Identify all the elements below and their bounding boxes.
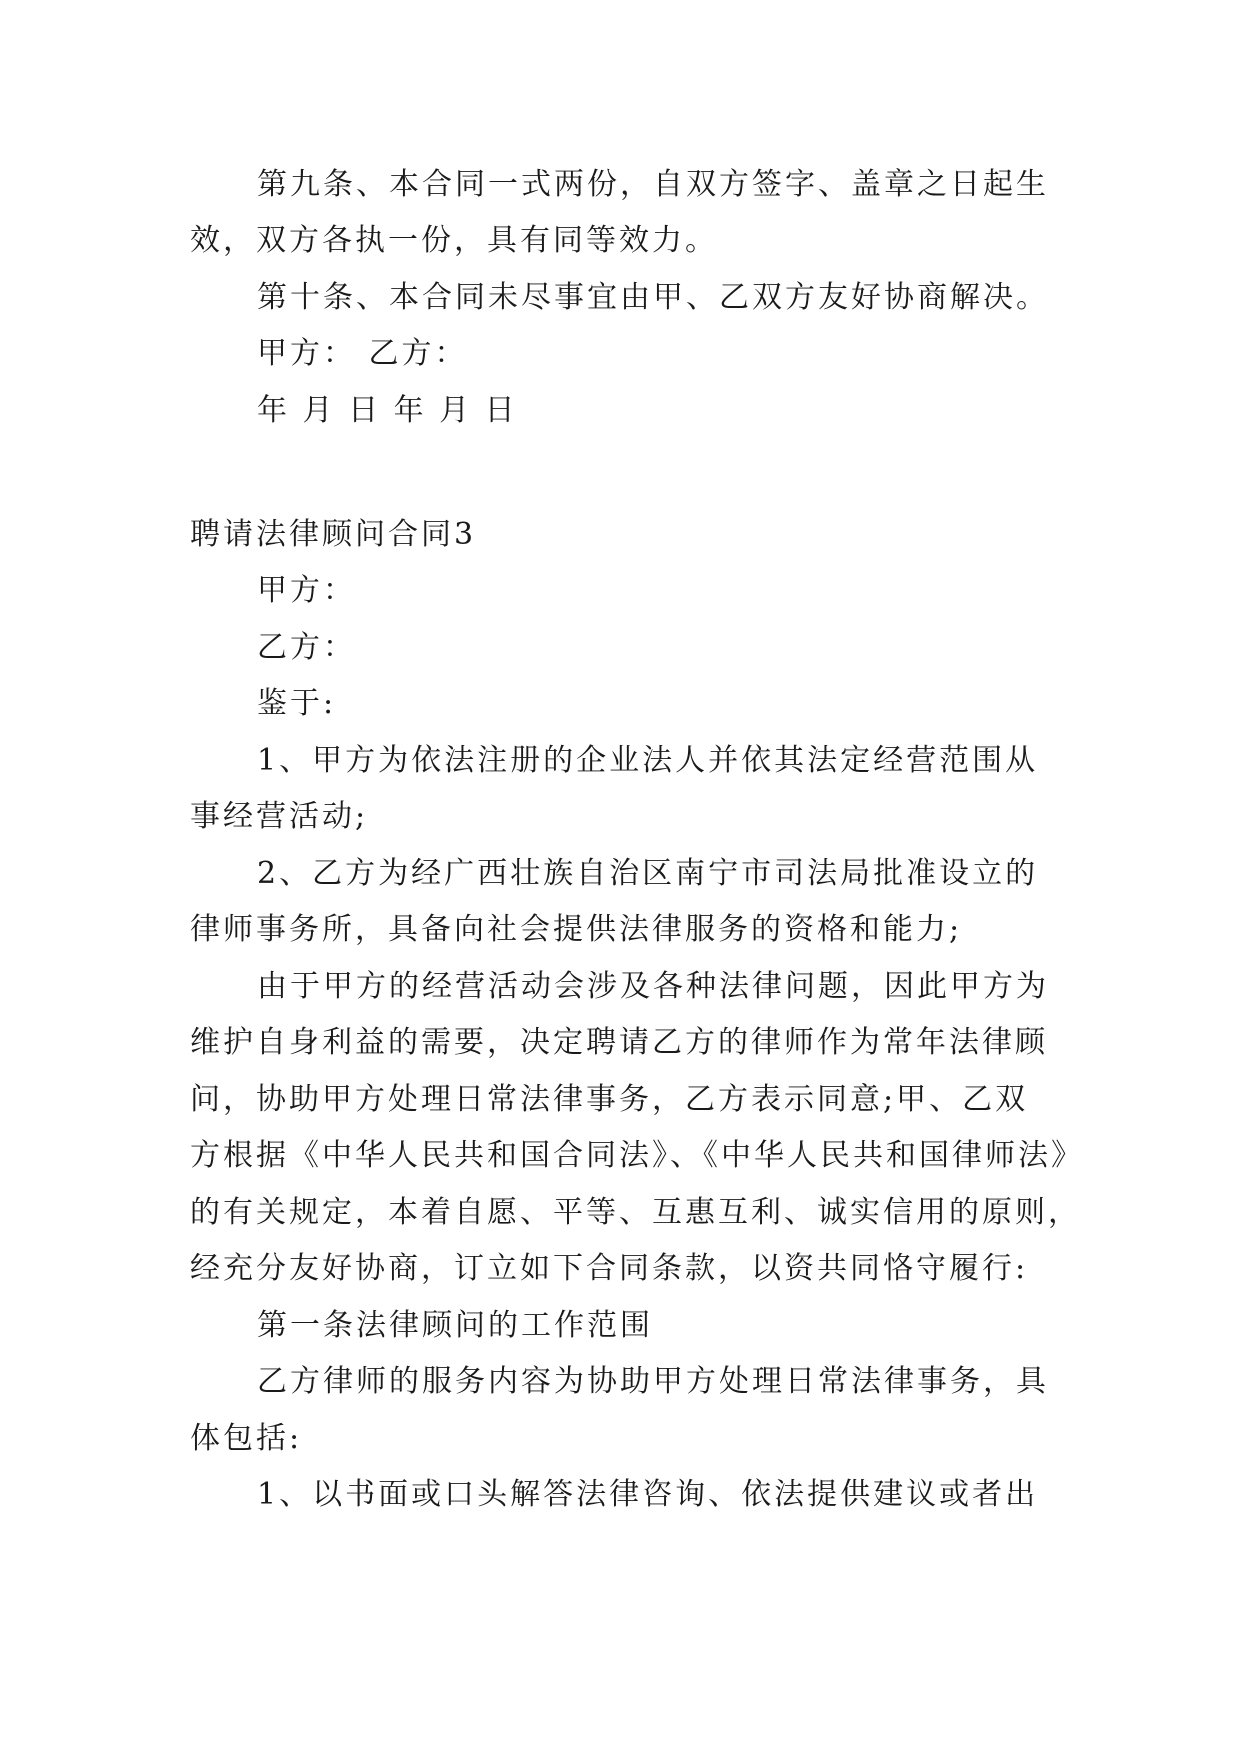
text-line: 年 月 日 年 月 日 xyxy=(257,393,518,428)
text-line: 第九条、本合同一式两份，自双方签字、盖章之日起生 xyxy=(257,167,1049,202)
text-line: 问，协助甲方处理日常法律事务，乙方表示同意;甲、乙双 xyxy=(190,1082,1029,1117)
text-line: 律师事务所，具备向社会提供法律服务的资格和能力; xyxy=(190,912,963,947)
text-line: 维护自身利益的需要，决定聘请乙方的律师作为常年法律顾 xyxy=(190,1025,1048,1060)
text-line: 效，双方各执一份，具有同等效力。 xyxy=(190,223,718,258)
text-line: 方根据《中华人民共和国合同法》、《中华人民共和国律师法》 xyxy=(190,1138,1084,1173)
text-line: 1、以书面或口头解答法律咨询、依法提供建议或者出 xyxy=(257,1477,1039,1512)
section-title: 聘请法律顾问合同3 xyxy=(190,517,477,552)
text-line: 经充分友好协商，订立如下合同条款，以资共同恪守履行: xyxy=(190,1251,1029,1286)
text-line: 2、乙方为经广西壮族自治区南宁市司法局批准设立的 xyxy=(257,856,1039,891)
text-line: 第一条法律顾问的工作范围 xyxy=(257,1308,653,1343)
text-line: 第十条、本合同未尽事宜由甲、乙双方友好协商解决。 xyxy=(257,280,1049,315)
text-line: 甲方： xyxy=(257,573,356,608)
text-line: 乙方律师的服务内容为协助甲方处理日常法律事务，具 xyxy=(257,1364,1049,1399)
text-line: 的有关规定，本着自愿、平等、互惠互利、诚实信用的原则， xyxy=(190,1195,1081,1230)
text-line: 鉴于: xyxy=(257,686,337,721)
text-line: 1、甲方为依法注册的企业法人并依其法定经营范围从 xyxy=(257,743,1039,778)
text-line: 由于甲方的经营活动会涉及各种法律问题，因此甲方为 xyxy=(257,969,1049,1004)
text-line: 事经营活动; xyxy=(190,799,369,834)
text-line: 甲方： 乙方： xyxy=(257,336,468,371)
text-line: 乙方： xyxy=(257,630,356,665)
text-line: 体包括: xyxy=(190,1421,303,1456)
